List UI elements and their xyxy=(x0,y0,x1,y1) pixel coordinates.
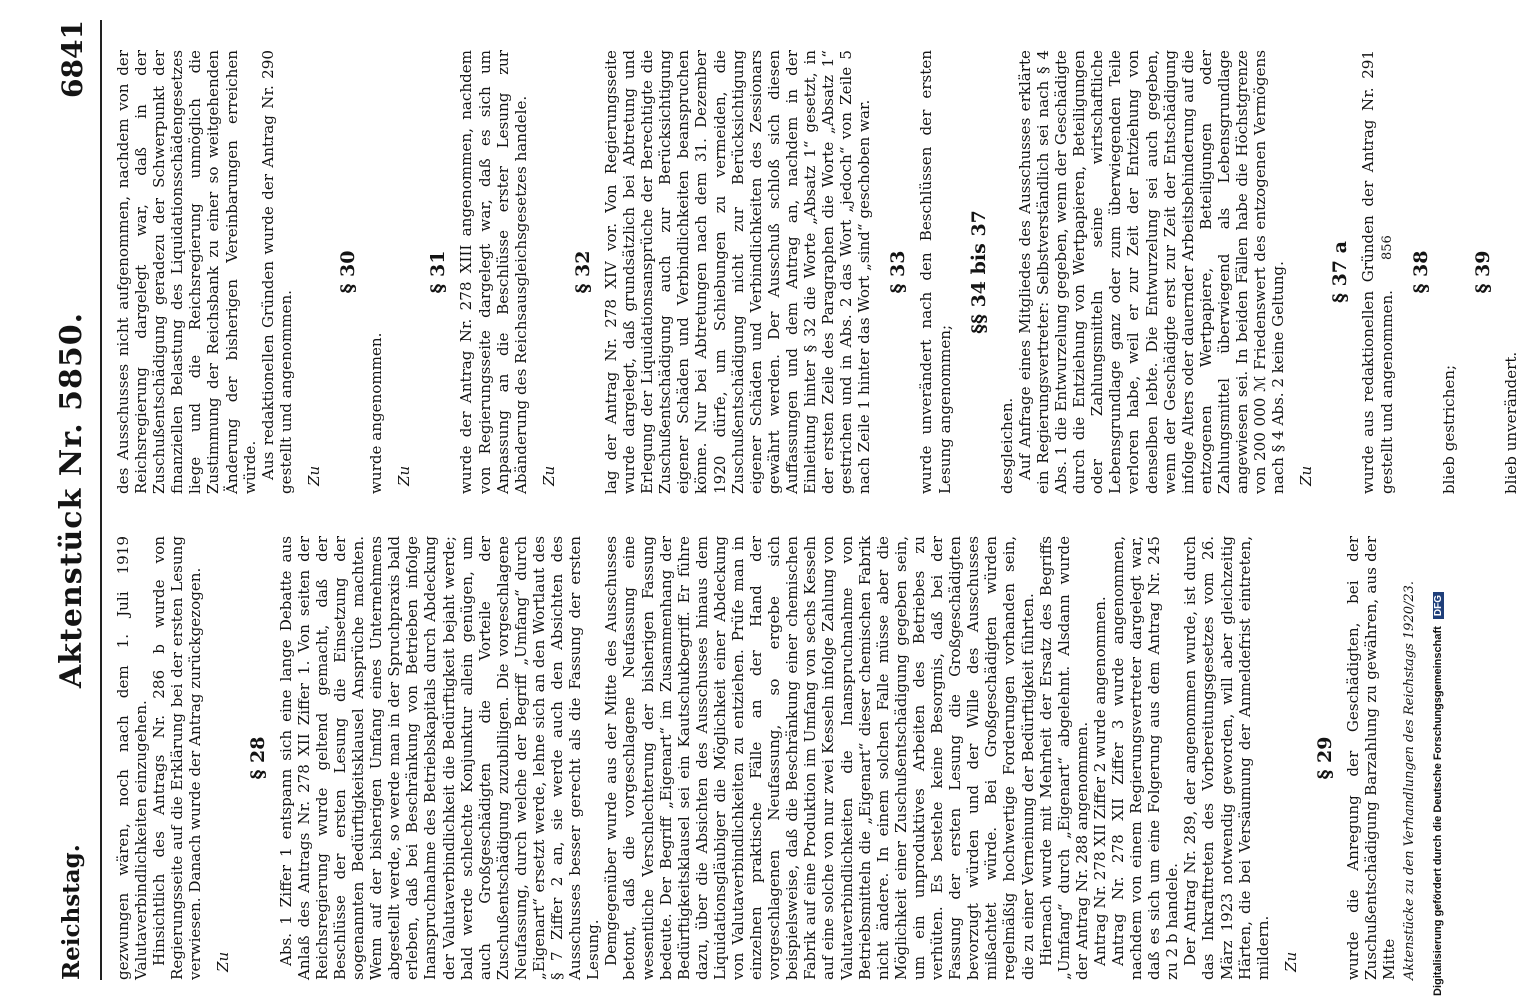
paragraph: Demgegenüber wurde aus der Mitte des Ausschusses betont, daß die vorgeschlagene Neufassung eine wesentliche Verschlechterung der bisherigen Fassung bedeute. Der Begriff „Eigenart“ im Zusammenhang der Bedürftigkeitsklausel sei ein Kautschukbegriff. Er führe dazu, über die Absichten des Ausschusses hinaus dem Liquidationsgläubiger die Möglichkeit einer Abdeckung von Valutaverbindlichkeiten zu entziehen. Prüfe man in einzelnen praktische Fälle an der Hand der vorgeschlagenen Neufassung, so ergebe sich beispielsweise, daß die Beschränkung einer chemischen Fabrik auf eine Produktion im Umfang von sechs Kesseln auf eine solche von nur zwei Kesseln infolge Zahlung von Valutaverbindlichkeiten die Inanspruchnahme von Betriebsmitteln die „Eigenart“ dieser chemischen Fabrik nicht ändere. In einem solchen Falle müsse aber die Möglichkeit einer Zuschußentschädigung gegeben sein, um ein unproduktives Arbeiten des Betriebes zu verhüten. Es bestehe keine Besorgnis, daß bei der Fassung der ersten Lesung die Großgeschädigten bevorzugt würden und der Wille des Ausschusses mißachtet würde. Bei Großgeschädigten würden regelmäßig hochwertige Forderungen vorhanden sein, die zu einer Verneinung der Bedürftigkeit führten. xyxy=(602,536,1037,980)
right-column xyxy=(114,50,1520,494)
header-page-number: 6841 xyxy=(56,20,89,98)
paragraph: Hiernach wurde mit Mehrheit der Ersatz des Begriffs „Umfang“ durch „Eigenart“ abgelehnt. Alsdann wurde der Antrag Nr. 288 angenommen. xyxy=(1036,536,1091,980)
section-heading: §§ 34 bis 37 xyxy=(967,210,990,334)
paragraph: desgleichen. xyxy=(997,397,1016,494)
paragraph: lag der Antrag Nr. 278 XIV vor. Von Regierungsseite wurde dargelegt, daß grundsätzlich bei Abtretung und Erlegung der Liquidationsansprüche der Berechtigte die Zuschußentschädigung auch zur Berücksichtigung eigener Schäden und Verbindlichkeiten beanspruchen könne. Nur bei Abtretungen nach dem 31. Dezember 1920 dürfe, um Schiebungen zu vermeiden, die Zuschußentschädigung nicht zur Berücksichtigung eigener Schäden und Verbindlichkeiten des Zessionars gewährt werden. Der Ausschuß schloß sich diesen Auffassungen und dem Antrag an, nachdem in der Einleitung hinter § 32 die Worte „Absatz 1“ gesetzt, in der ersten Zeile des Paragraphen die Worte „Absatz 1“ gestrichen und in Abs. 2 das Wort „jedoch“ von Zeile 5 nach Zeile 1 hinter das Wort „sind“ geschoben war. xyxy=(601,50,874,494)
section-heading: § 30 xyxy=(337,250,360,294)
digitization-text: Digitalisierung gefördert durch die Deutsche Forschungsgemeinschaft xyxy=(1432,626,1444,996)
footnote: Aktenstücke zu den Verhandlungen des Reichstags 1920/23. xyxy=(1402,580,1417,980)
paragraph: Aus redaktionellen Gründen wurde der Antrag Nr. 290 gestellt und angenommen. xyxy=(258,50,295,494)
section-heading: § 31 xyxy=(427,250,450,294)
zu-label: Zu xyxy=(304,465,323,486)
paragraph: des Ausschusses nicht aufgenommen, nachdem von der Reichsregierung dargelegt war, daß in der Zuschußentschädigung geradezu der Schwerpunkt der finanziellen Belastung des Liquidationsschädengesetzes liege und die Reichsregierung unmöglich die Zustimmung der Reichsbank zu einer so weitgehenden Änderung der bisherigen Vereinbarungen erreichen würde. xyxy=(114,50,259,494)
paragraph: blieb unverändert. xyxy=(1501,351,1520,494)
paragraph: Antrag Nr. 278 XII Ziffer 2 wurde angenommen. xyxy=(1090,596,1109,966)
paragraph: gezwungen wären, noch nach dem 1. Juli 1919 Valutaverbindlichkeiten einzugehen. xyxy=(114,536,151,980)
paragraph: wurde die Anregung der Geschädigten, bei der Zuschußentschädigung Barzahlung zu gewähren, aus der Mitte xyxy=(1344,536,1399,980)
dfg-logo: DFG xyxy=(1433,592,1444,619)
paragraph: wurde aus redaktionellen Gründen der Antrag Nr. 291 gestellt und angenommen. xyxy=(1359,50,1396,494)
paragraph: Antrag Nr. 278 XII Ziffer 3 wurde angenommen, nachdem von einem Regierungsvertreter dargelegt war, daß es sich um eine Folgerung aus dem Antrag Nr. 245 zu 2 b handele. xyxy=(1108,536,1182,980)
section-heading: § 28 xyxy=(246,736,269,780)
section-heading: § 32 xyxy=(571,250,594,294)
zu-label: Zu xyxy=(214,951,233,972)
zu-label: Zu xyxy=(395,465,414,486)
zu-label: Zu xyxy=(1297,465,1316,486)
paragraph: blieb gestrichen; xyxy=(1439,364,1458,494)
header-title: Aktenstück Nr. 5850. xyxy=(54,311,89,689)
page-header xyxy=(50,20,102,980)
paragraph: Abs. 1 Ziffer 1 entspann sich eine lange Debatte aus Anlaß des Antrags Nr. 278 XII Ziffer 1. Von seiten der Reichsregierung wurde geltend gemacht, daß der Beschlüsse der ersten Lesung die Einsetzung der sogenannten Bedürftigkeitsklausel Ansprüche machten. Wenn auf der bisherigen Umfang eines Unternehmens abgestellt werde, so werde man in der Spruchpraxis bald erleben, daß bei Beschränkung von Betrieben infolge Inanspruchnahme des Betriebskapitals durch Abdeckung der Valutaverbindlichkeit die Bedürftigkeit bejaht werde; bald werde schlechte Konjunktur allein genügen, um auch Großgeschädigten die Vorteile der Zuschußentschädigung zuzubilligen. Die vorgeschlagene Neufassung, durch welche der Begriff „Umfang“ durch „Eigenart“ ersetzt werde, lehne sich an den Wortlaut des § 7 Ziffer 2 an, sie werde auch den Absichten des Ausschusses besser gerecht als die Fassung der ersten Lesung. xyxy=(276,536,603,980)
paragraph: wurde unverändert nach den Beschlüssen der ersten Lesung angenommen; xyxy=(917,50,954,494)
section-heading: § 38 xyxy=(1409,250,1432,294)
section-heading: § 37 a xyxy=(1329,241,1352,303)
section-heading: § 33 xyxy=(887,250,910,294)
section-heading: § 29 xyxy=(1313,736,1336,780)
digitization-note xyxy=(1432,6,1446,996)
zu-label: Zu xyxy=(539,465,558,486)
paragraph: Auf Anfrage eines Mitgliedes des Ausschusses erklärte ein Regierungsvertreter: Selbstverständlich sei nach § 4 Abs. 1 die Entwurzelung gegeben, wenn der Geschädigte durch die Entziehung von Wertpapieren, Beteiligungen oder Zahlungsmitteln seine wirtschaftliche Lebensgrundlage ganz oder zum überwiegenden Teile verloren habe, weil er zur Zeit der Entziehung von denselben lebte. Die Entwurzelung sei auch gegeben, wenn der Geschädigte erst zur Zeit der Entschädigung infolge Alters oder dauernder Arbeitsbehinderung auf die entzogenen Wertpapiere, Beteiligungen oder Zahlungsmittel überwiegend als Lebensgrundlage angewiesen sei. In beiden Fällen habe die Höchstgrenze von 200 000 ℳ Friedenswert des entzogenen Vermögens nach § 4 Abs. 2 keine Geltung. xyxy=(1015,50,1288,494)
header-left: Reichstag. xyxy=(58,844,85,980)
left-column xyxy=(114,536,1399,980)
section-heading: § 39 xyxy=(1471,250,1494,294)
paragraph: Hinsichtlich des Antrags Nr. 286 b wurde von Regierungsseite auf die Erklärung bei der ersten Lesung verwiesen. Danach wurde der Antrag zurückgezogen. xyxy=(150,536,205,980)
paragraph: wurde angenommen. xyxy=(367,332,386,494)
bottom-page-number: 856 xyxy=(1380,235,1395,260)
paragraph: Der Antrag Nr. 289, der angenommen wurde, ist durch das Inkrafttreten des Vorbereitungsgesetzes vom 26. März 1923 notwendig geworden, will aber gleichzeitig Härten, die bei Versäumung der Anmeldefrist eintreten, mildern. xyxy=(1181,536,1272,980)
paragraph: wurde der Antrag Nr. 278 XIII angenommen, nachdem von Regierungsseite dargelegt war, daß es sich um Anpassung an die Beschlüsse erster Lesung zur Abänderung des Reichsausgleichsgesetzes handele. xyxy=(457,50,530,494)
zu-label: Zu xyxy=(1281,951,1300,972)
